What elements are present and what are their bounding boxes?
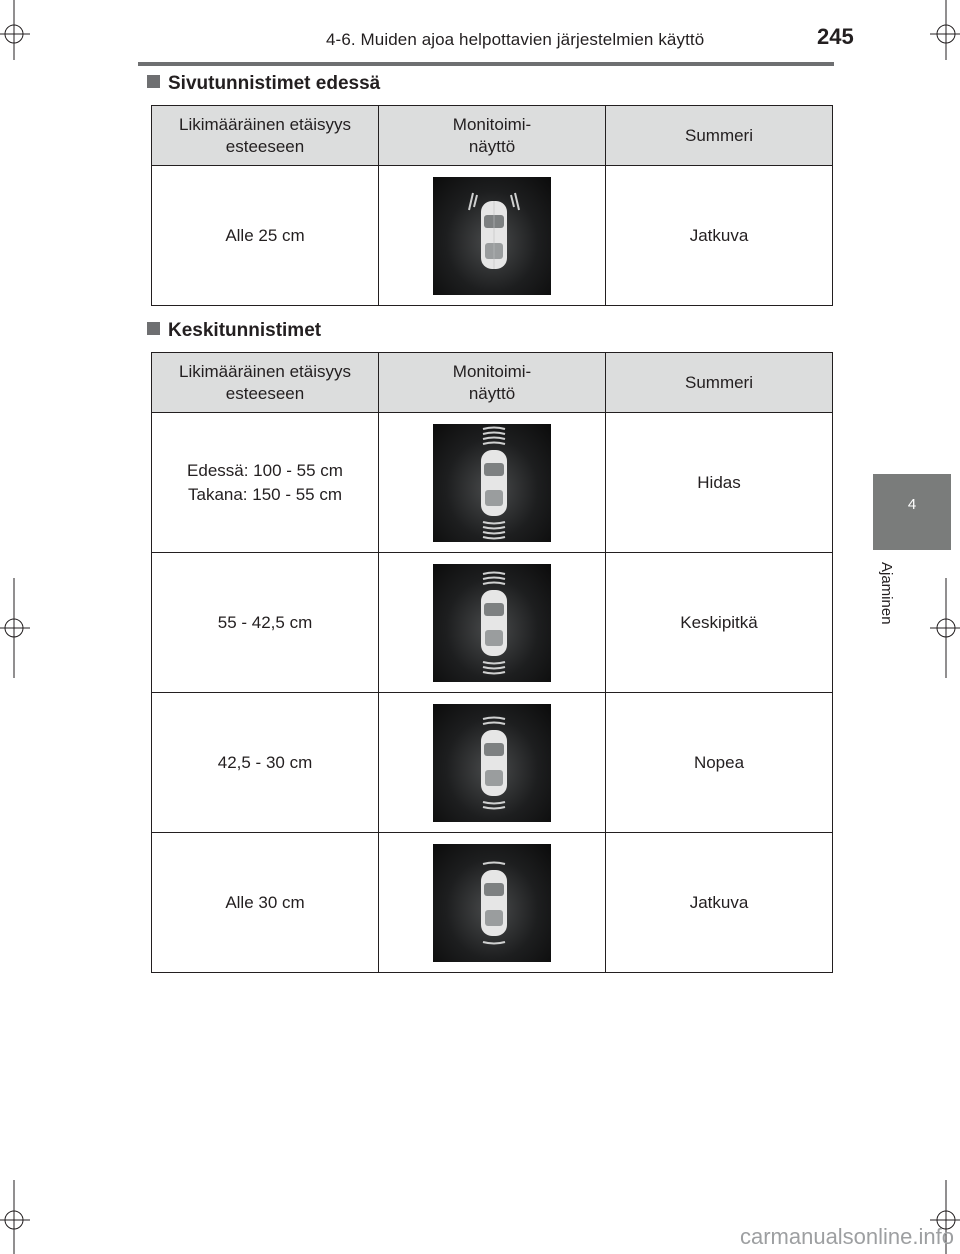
table-row — [152, 553, 833, 693]
column-header-buzzer: Summeri — [606, 353, 833, 413]
section-heading-text: Keskitunnistimet — [168, 320, 322, 341]
distance-cell: 42,5 - 30 cm — [152, 693, 379, 833]
square-bullet-icon — [147, 75, 160, 88]
sensor-display-image — [433, 564, 551, 682]
chapter-label: Ajaminen — [878, 562, 895, 625]
distance-cell: 55 - 42,5 cm — [152, 553, 379, 693]
column-header-buzzer: Summeri — [606, 106, 833, 166]
rear-sensor-waves-icon — [483, 522, 505, 539]
car-top-view-icon — [481, 870, 507, 936]
buzzer-cell: Jatkuva — [606, 833, 833, 973]
rear-sensor-waves-icon — [483, 802, 505, 809]
column-header-display: Monitoimi-näyttö — [379, 106, 606, 166]
distance-cell: Edessä: 100 - 55 cm Takana: 150 - 55 cm — [152, 413, 379, 553]
display-cell — [379, 166, 606, 306]
front-sensor-waves-icon — [483, 572, 505, 584]
square-bullet-icon — [147, 322, 160, 335]
chapter-number: 4 — [907, 496, 917, 513]
car-top-view-icon — [481, 450, 507, 516]
buzzer-cell: Nopea — [606, 693, 833, 833]
buzzer-cell: Hidas — [606, 413, 833, 553]
crop-mark-bottom-left — [0, 1180, 30, 1254]
car-top-view-icon — [481, 590, 507, 656]
buzzer-cell: Keskipitkä — [606, 553, 833, 693]
page-number: 245 — [817, 24, 854, 49]
distance-cell: Alle 25 cm — [152, 166, 379, 306]
front-sensor-waves-icon — [483, 717, 505, 724]
display-cell — [379, 553, 606, 693]
table-row — [152, 693, 833, 833]
column-header-distance: Likimääräinen etäisyys esteeseen — [152, 106, 379, 166]
side-sensor-table — [151, 105, 833, 306]
display-cell — [379, 413, 606, 553]
column-header-distance: Likimääräinen etäisyys esteeseen — [152, 353, 379, 413]
display-cell — [379, 833, 606, 973]
sensor-display-image — [433, 424, 551, 542]
sensor-display-image — [433, 844, 551, 962]
table-row — [152, 413, 833, 553]
table-row — [152, 166, 833, 306]
column-header-display: Monitoimi-näyttö — [379, 353, 606, 413]
table-row — [152, 833, 833, 973]
section-heading-text: Sivutunnistimet edessä — [168, 73, 381, 94]
header-title: 4-6. Muiden ajoa helpottavien järjestelmien käyttö — [326, 30, 705, 49]
buzzer-cell: Jatkuva — [606, 166, 833, 306]
crop-mark-mid-left — [0, 578, 30, 678]
car-top-view-icon — [481, 730, 507, 796]
table-header-row — [152, 353, 833, 413]
section-heading-center-sensors — [147, 320, 321, 342]
sensor-display-image — [433, 704, 551, 822]
sensor-display-image — [433, 177, 551, 295]
crop-mark-top-right — [930, 0, 960, 60]
crop-mark-mid-right — [930, 578, 960, 678]
watermark: carmanualsonline.info — [739, 1224, 954, 1249]
table-header-row — [152, 106, 833, 166]
rear-sensor-waves-icon — [483, 662, 505, 674]
car-top-view-icon — [481, 201, 507, 269]
rear-sensor-waves-icon — [483, 942, 505, 944]
front-sensor-waves-icon — [483, 427, 505, 444]
front-sensor-waves-icon — [483, 862, 505, 864]
distance-cell: Alle 30 cm — [152, 833, 379, 973]
header-rule — [138, 62, 834, 66]
display-cell — [379, 693, 606, 833]
section-heading-side-sensors — [147, 73, 380, 95]
crop-mark-top-left — [0, 0, 30, 60]
center-sensor-table — [151, 352, 833, 973]
